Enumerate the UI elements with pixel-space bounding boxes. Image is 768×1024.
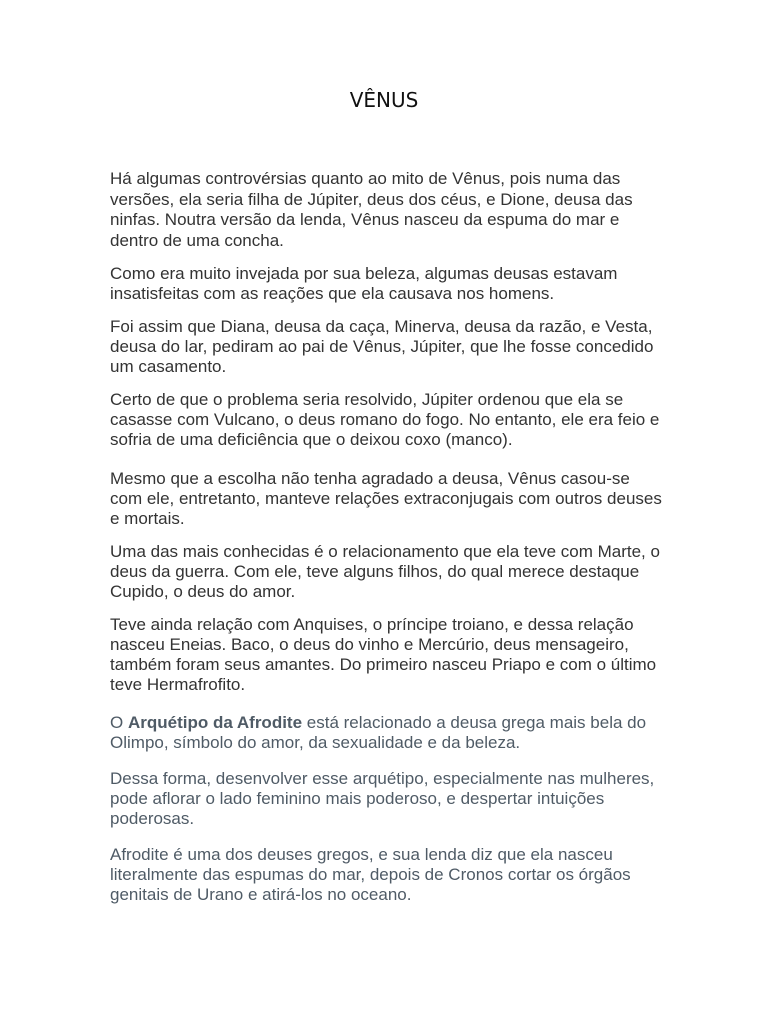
paragraph-6: Uma das mais conhecidas é o relacionamento que ela teve com Marte, o deus da guerra. Com ele, teve alguns filhos, do qual merece destaque Cupido, o deus do amor. xyxy=(110,542,660,601)
paragraph-7: Teve ainda relação com Anquises, o príncipe troiano, e dessa relação nasceu Eneias. Baco, o deus do vinho e Mercúrio, deus mensageiro, também foram seus amantes. Do primeiro nasceu Priapo e com o último teve Hermafrofito. xyxy=(110,615,657,694)
archetype-prefix: O xyxy=(110,713,128,732)
paragraph-1: Há algumas controvérsias quanto ao mito de Vênus, pois numa das versões, ela seria filha de Júpiter, deus dos céus, e Dione, deusa das ninfas. Noutra versão da lenda, Vênus nasceu da espuma do mar e dentro de uma concha. xyxy=(110,169,633,250)
archetype-highlight: Arquétipo da Afrodite xyxy=(127,713,303,732)
document-body xyxy=(110,169,662,921)
closing-paragraph-2: Afrodite é uma dos deuses gregos, e sua lenda diz que ela nasceu literalmente das espumas do mar, depois de Cronos cortar os órgãos genitais de Urano e atirá-los no oceano. xyxy=(110,845,631,904)
archetype-paragraph xyxy=(110,713,662,753)
paragraph-5: Mesmo que a escolha não tenha agradado a deusa, Vênus casou-se com ele, entretanto, manteve relações extraconjugais com outros deuses e mortais. xyxy=(110,469,662,528)
page-title: VÊNUS xyxy=(349,88,419,112)
paragraph-3: Foi assim que Diana, deusa da caça, Minerva, deusa da razão, e Vesta, deusa do lar, pediram ao pai de Vênus, Júpiter, que lhe fosse concedido um casamento. xyxy=(110,317,654,376)
closing-paragraph-1: Dessa forma, desenvolver esse arquétipo, especialmente nas mulheres, pode aflorar o lado feminino mais poderoso, e despertar intuições poderosas. xyxy=(110,769,655,828)
archetype-suffix: está relacionado a deusa grega mais bela do Olimpo, símbolo do amor, da sexualidade e da beleza. xyxy=(110,713,647,752)
paragraph-4: Certo de que o problema seria resolvido, Júpiter ordenou que ela se casasse com Vulcano, o deus romano do fogo. No entanto, ele era feio e sofria de uma deficiência que o deixou coxo (manco). xyxy=(110,390,660,449)
paragraph-2: Como era muito invejada por sua beleza, algumas deusas estavam insatisfeitas com as reações que ela causava nos homens. xyxy=(110,264,618,303)
